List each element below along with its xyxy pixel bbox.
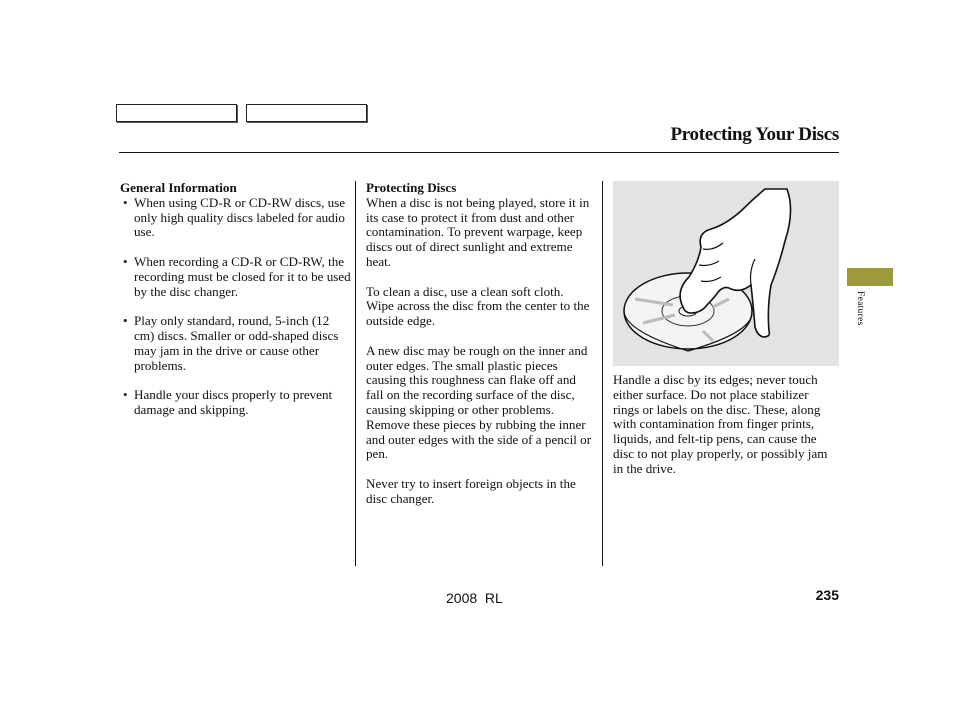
paragraph: To clean a disc, use a clean soft cloth. Wipe across the disc from the center to the outside edge. xyxy=(366,283,590,329)
column-divider-2 xyxy=(602,181,603,566)
general-information-list xyxy=(120,196,352,418)
title-rule xyxy=(119,152,839,153)
features-section-tab[interactable] xyxy=(847,268,893,286)
column-divider-1 xyxy=(355,181,356,566)
paragraph: When a disc is not being played, store it in its case to protect it from dust and other contamination. To prevent warpage, keep discs out of direct sunlight and extreme heat. xyxy=(366,194,590,269)
paragraph: Never try to insert foreign objects in the disc changer. xyxy=(366,475,576,506)
page-number: 235 xyxy=(815,587,839,603)
list-item: • Play only standard, round, 5-inch (12 cm) discs. Smaller or odd-shaped discs may jam in the drive or cause other problems. xyxy=(120,314,352,373)
disc-hand-icon xyxy=(613,181,839,366)
disc-handling-caption xyxy=(613,373,837,491)
general-information-heading: General Information xyxy=(120,180,237,195)
general-information-column xyxy=(120,181,352,433)
protecting-discs-heading: Protecting Discs xyxy=(366,180,457,195)
page-title: Protecting Your Discs xyxy=(670,124,839,145)
nav-button-2[interactable] xyxy=(246,104,367,122)
paragraph: A new disc may be rough on the inner and outer edges. The small plastic pieces causing this roughness can flake off and fall on the recording surface of the disc, causing skipping or other problems. Remove these pieces by rubbing the inner and outer edges with the side of a pencil or pen. xyxy=(366,342,592,462)
nav-button-1[interactable] xyxy=(116,104,237,122)
list-item: • Handle your discs properly to prevent damage and skipping. xyxy=(120,388,352,418)
protecting-discs-column xyxy=(366,181,594,521)
list-item: • When recording a CD-R or CD-RW, the recording must be closed for it to be used by the disc changer. xyxy=(120,255,352,299)
list-item: • When using CD-R or CD-RW discs, use only high quality discs labeled for audio use. xyxy=(120,196,352,240)
features-tab-label: Features xyxy=(855,291,865,326)
hand-holding-disc-illustration xyxy=(613,181,839,366)
caption-text: Handle a disc by its edges; never touch either surface. Do not place stabilizer rings or labels on the disc. These, along with contamination from finger prints, liquids, and felt-tip pens, can cause the disc to not play properly, or possibly jam in the drive. xyxy=(613,372,828,476)
footer-model: 2008 RL xyxy=(446,590,503,606)
